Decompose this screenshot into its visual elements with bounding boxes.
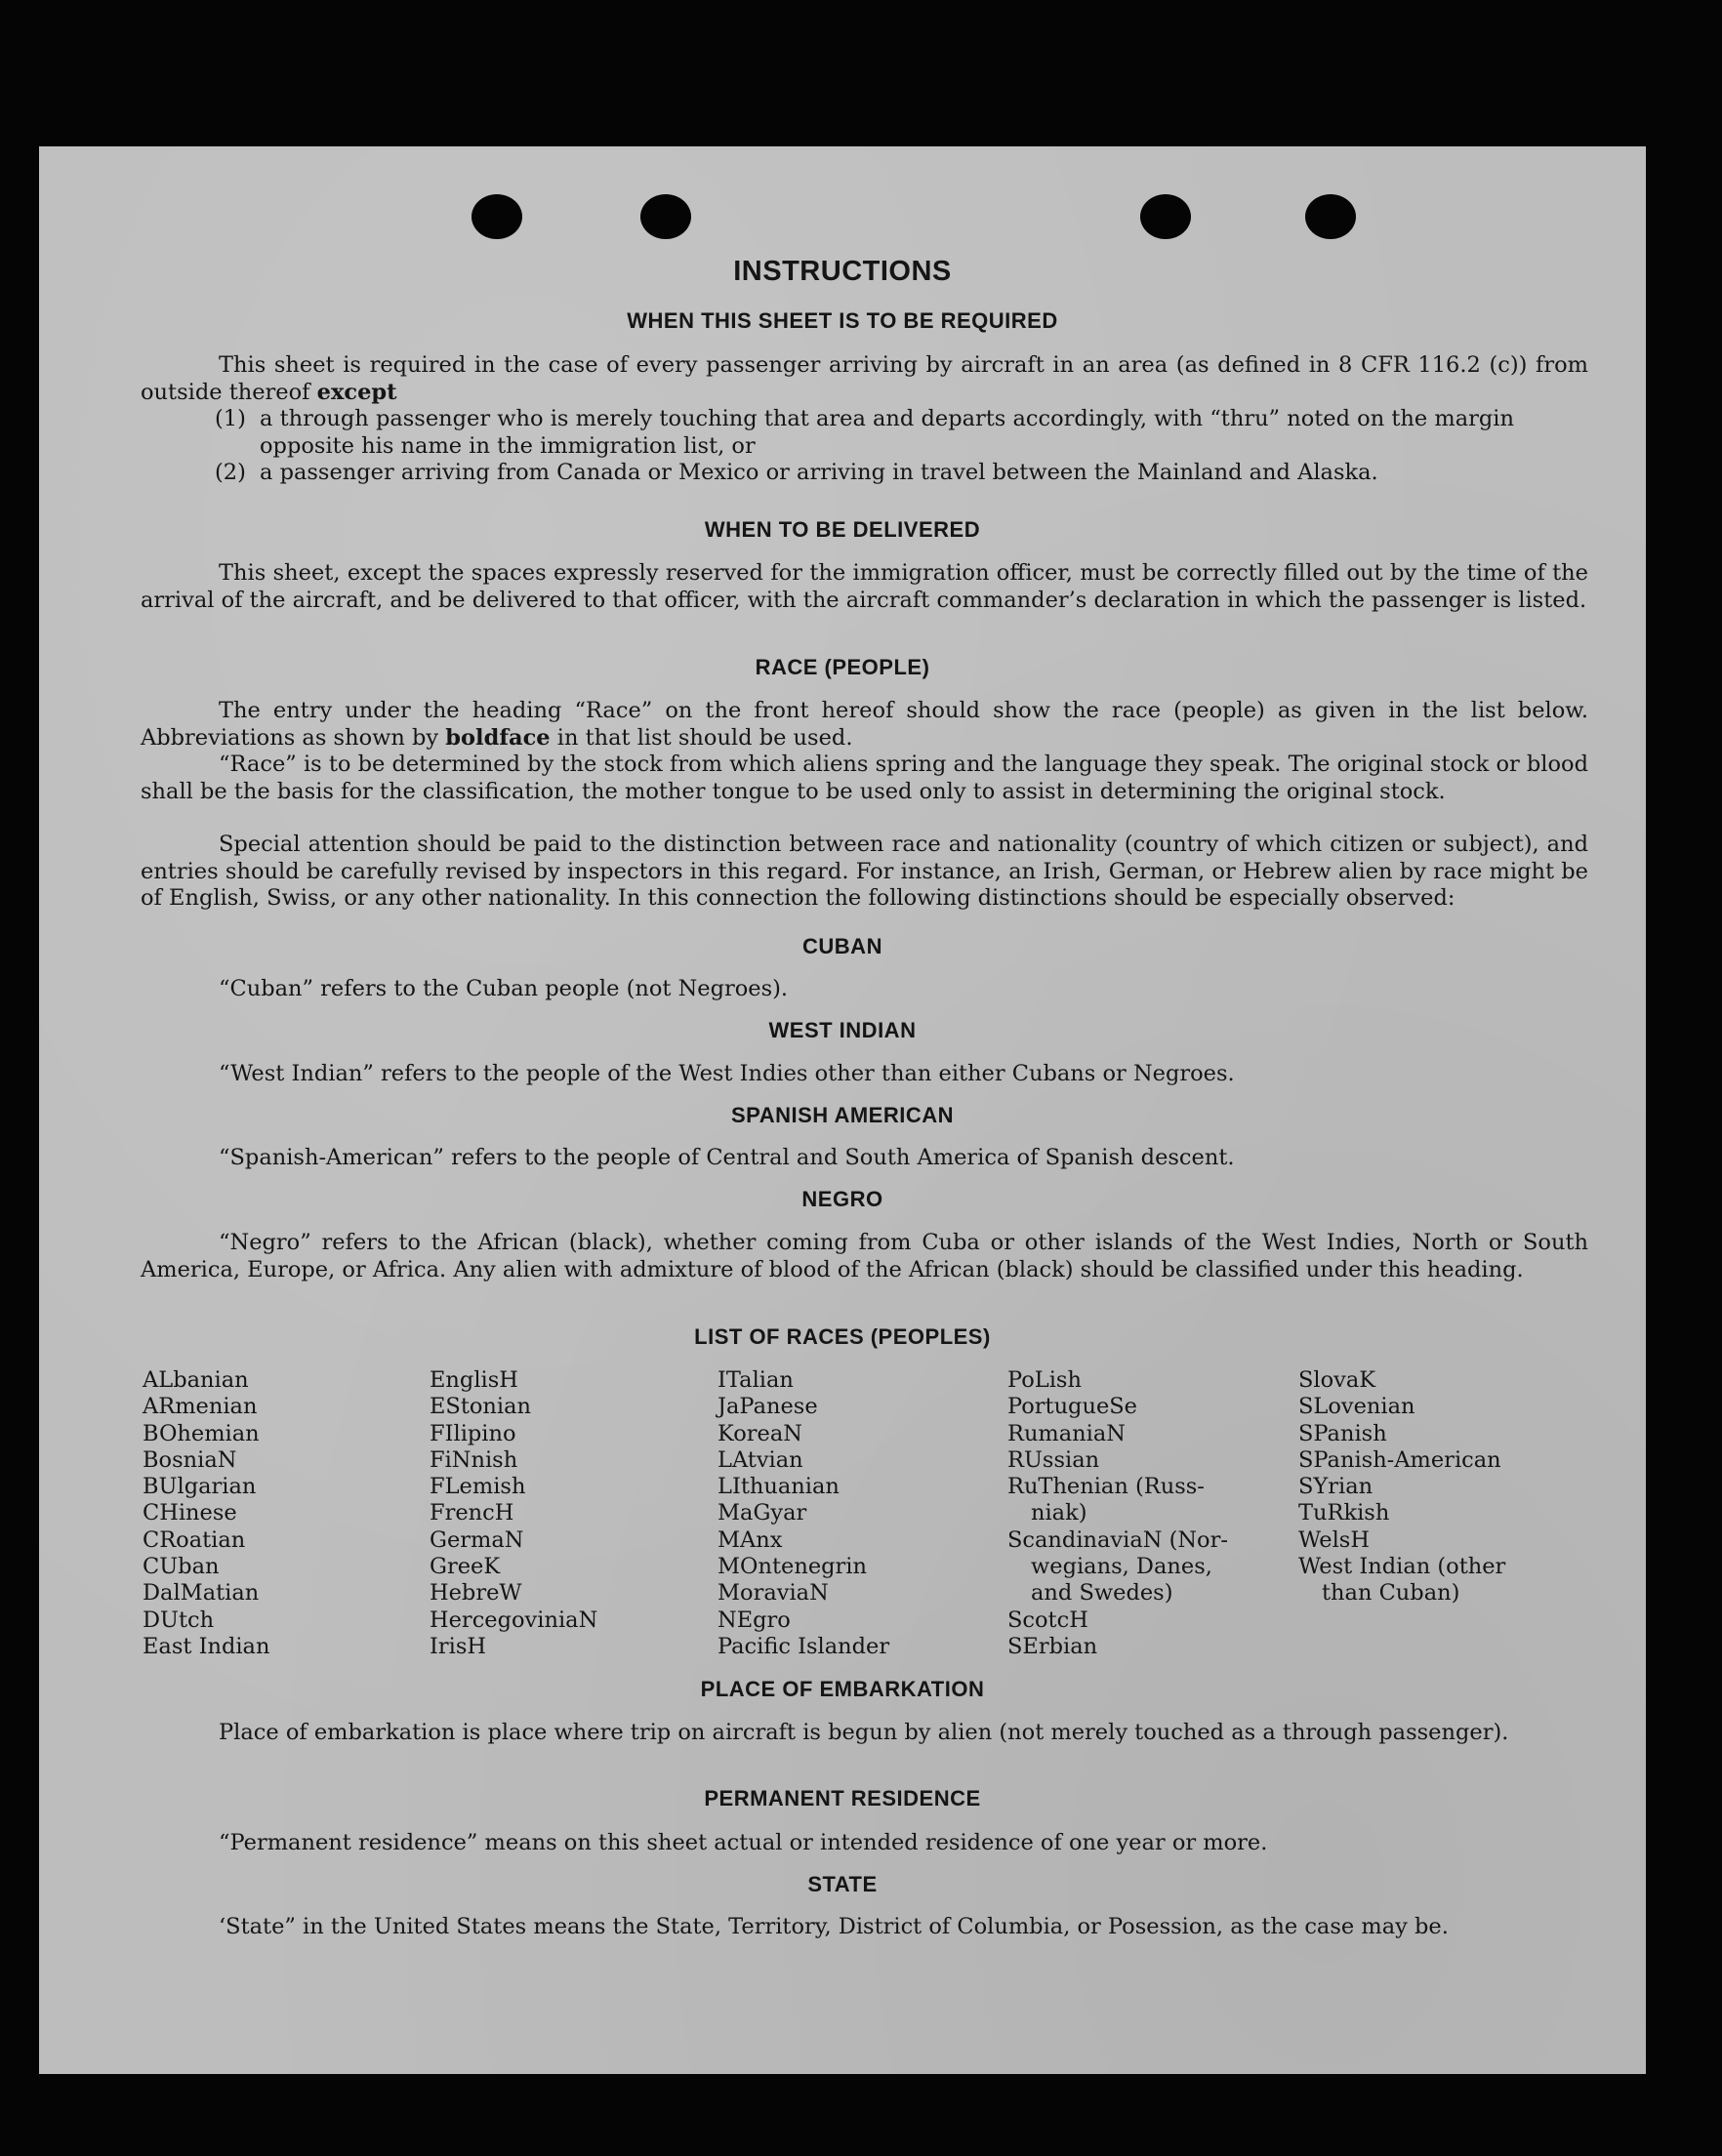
heading-list-of-races: LIST OF RACES (PEOPLES) bbox=[694, 1324, 991, 1349]
page-title: INSTRUCTIONS bbox=[733, 256, 952, 287]
delivered-text: This sheet, except the spaces expressly reserved for the immigration officer, must be correctly filled out by the time of the arrival of the aircraft, and be delivered to that officer, with the aircraft commander’s declaration in which the passenger is listed. bbox=[141, 560, 1588, 613]
punch-hole bbox=[472, 194, 522, 239]
heading-when-delivered: WHEN TO BE DELIVERED bbox=[704, 517, 981, 542]
race-entry: GreeK bbox=[430, 1554, 501, 1580]
required-item-1: (1) a through passenger who is merely touching that area and departs accordingly, with “thru” noted on the margin opposite his name in the immigration list, or bbox=[215, 406, 1514, 459]
race-entry: LAtvian bbox=[718, 1446, 803, 1473]
race-entry: MOntenegrin bbox=[718, 1554, 867, 1580]
race-entry: CRoatian bbox=[143, 1526, 246, 1553]
race-entry: CUban bbox=[143, 1554, 220, 1580]
race-entry: BosniaN bbox=[143, 1446, 237, 1473]
state-text: ‘State” in the United States means the State, Territory, District of Columbia, or Posession, as the case may be. bbox=[219, 1914, 1449, 1939]
west-indian-text: “West Indian” refers to the people of the West Indies other than either Cubans or Negroes. bbox=[219, 1061, 1235, 1086]
race-paragraph-1: The entry under the heading “Race” on the front hereof should show the race (people) as given in the list below. Abbreviations as shown by boldface in that list should be used. bbox=[141, 698, 1588, 751]
race-entry: DUtch bbox=[143, 1607, 215, 1633]
embarkation-text: Place of embarkation is place where trip on aircraft is begun by alien (not merely touched as a through passenger). bbox=[219, 1720, 1509, 1745]
heading-spanish-american: SPANISH AMERICAN bbox=[730, 1103, 954, 1127]
race-entry: ITalian bbox=[718, 1367, 794, 1393]
heading-when-required: WHEN THIS SHEET IS TO BE REQUIRED bbox=[627, 308, 1058, 333]
race-entry: RUssian bbox=[1007, 1446, 1100, 1473]
cuban-text: “Cuban” refers to the Cuban people (not Negroes). bbox=[219, 976, 789, 1001]
race-entry: SErbian bbox=[1007, 1633, 1098, 1659]
race-entry: West Indian (other bbox=[1298, 1554, 1506, 1580]
negro-text: “Negro” refers to the African (black), whether coming from Cuba or other islands of the West Indies, North or South America, Europe, or Africa. Any alien with admixture of blood of the African (black) should be classified under this heading. bbox=[141, 1230, 1588, 1282]
required-intro: This sheet is required in the case of every passenger arriving by aircraft in an area (as defined in 8 CFR 116.2 (c)) from outside thereof except bbox=[141, 352, 1588, 405]
race-entry: KoreaN bbox=[718, 1420, 802, 1446]
race-entry: DalMatian bbox=[143, 1580, 260, 1607]
race-entry: NEgro bbox=[718, 1607, 791, 1633]
heading-cuban: CUBAN bbox=[802, 934, 882, 958]
document-page bbox=[39, 146, 1646, 2074]
race-entry: MaGyar bbox=[718, 1500, 807, 1526]
race-paragraph-2: “Race” is to be determined by the stock from which aliens spring and the language they speak. The original stock or blood shall be the basis for the classification, the mother tongue to be used only to assist in determining the original stock. bbox=[141, 752, 1588, 804]
heading-west-indian: WEST INDIAN bbox=[768, 1018, 917, 1042]
race-entry: RuThenian (Russ- bbox=[1007, 1474, 1205, 1500]
race-entry: EStonian bbox=[430, 1394, 532, 1420]
races-column-2 bbox=[430, 1367, 597, 1660]
residence-text: “Permanent residence” means on this sheet actual or intended residence of one year or more. bbox=[219, 1830, 1268, 1855]
race-entry: TuRkish bbox=[1298, 1500, 1390, 1526]
race-entry: FiNnish bbox=[430, 1446, 518, 1473]
heading-state: STATE bbox=[807, 1872, 878, 1896]
race-entry: MoraviaN bbox=[718, 1580, 829, 1607]
race-entry: ScandinaviaN (Nor- bbox=[1007, 1526, 1228, 1553]
race-entry: FrencH bbox=[430, 1500, 514, 1526]
race-entry: SPanish-American bbox=[1298, 1446, 1501, 1473]
race-entry: HebreW bbox=[430, 1580, 522, 1607]
race-entry: GermaN bbox=[430, 1526, 524, 1553]
heading-race: RACE (PEOPLE) bbox=[755, 655, 930, 679]
races-column-5 bbox=[1298, 1367, 1505, 1607]
race-entry: than Cuban) bbox=[1322, 1580, 1460, 1607]
race-entry: WelsH bbox=[1298, 1526, 1370, 1553]
race-entry: ARmenian bbox=[143, 1394, 258, 1420]
race-entry: and Swedes) bbox=[1031, 1580, 1173, 1607]
race-paragraph-3: Special attention should be paid to the distinction between race and nationality (country of which citizen or subject), and entries should be carefully revised by inspectors in this regard. For instance, an Irish, German, or Hebrew alien by race might be of English, Swiss, or any other nationality. In this connection the following distinctions should be especially observed: bbox=[141, 832, 1588, 911]
race-entry: BOhemian bbox=[143, 1420, 260, 1446]
races-column-1 bbox=[143, 1367, 269, 1660]
required-item-2: (2) a passenger arriving from Canada or Mexico or arriving in travel between the Mainland and Alaska. bbox=[215, 460, 1378, 485]
spanish-american-text: “Spanish-American” refers to the people of Central and South America of Spanish descent. bbox=[219, 1145, 1235, 1170]
race-entry: FLemish bbox=[430, 1474, 526, 1500]
race-entry: SLovenian bbox=[1298, 1394, 1415, 1420]
race-entry: wegians, Danes, bbox=[1031, 1554, 1212, 1580]
race-entry: ScotcH bbox=[1007, 1607, 1088, 1633]
race-entry: niak) bbox=[1031, 1500, 1087, 1526]
race-entry: LIthuanian bbox=[718, 1474, 840, 1500]
race-entry: SYrian bbox=[1298, 1474, 1374, 1500]
heading-permanent-residence: PERMANENT RESIDENCE bbox=[704, 1786, 981, 1810]
race-entry: SPanish bbox=[1298, 1420, 1387, 1446]
race-entry: PortugueSe bbox=[1007, 1394, 1138, 1420]
race-entry: Pacific Islander bbox=[718, 1633, 890, 1659]
punch-hole bbox=[640, 194, 691, 239]
race-entry: EnglisH bbox=[430, 1367, 518, 1393]
race-entry: FIlipino bbox=[430, 1420, 516, 1446]
race-entry: HercegoviniaN bbox=[430, 1607, 598, 1633]
race-entry: IrisH bbox=[430, 1633, 487, 1659]
race-entry: ALbanian bbox=[143, 1367, 249, 1393]
races-column-4 bbox=[1007, 1367, 1228, 1660]
race-entry: JaPanese bbox=[718, 1394, 818, 1420]
race-entry: RumaniaN bbox=[1007, 1420, 1126, 1446]
race-entry: MAnx bbox=[718, 1526, 783, 1553]
races-column-3 bbox=[718, 1367, 889, 1660]
heading-embarkation: PLACE OF EMBARKATION bbox=[700, 1677, 985, 1701]
race-entry: PoLish bbox=[1007, 1367, 1082, 1393]
race-entry: SlovaK bbox=[1298, 1367, 1376, 1393]
race-entry: BUlgarian bbox=[143, 1474, 257, 1500]
race-entry: East Indian bbox=[143, 1633, 270, 1659]
race-entry: CHinese bbox=[143, 1500, 237, 1526]
punch-hole bbox=[1140, 194, 1191, 239]
punch-hole bbox=[1305, 194, 1356, 239]
heading-negro: NEGRO bbox=[801, 1187, 883, 1211]
